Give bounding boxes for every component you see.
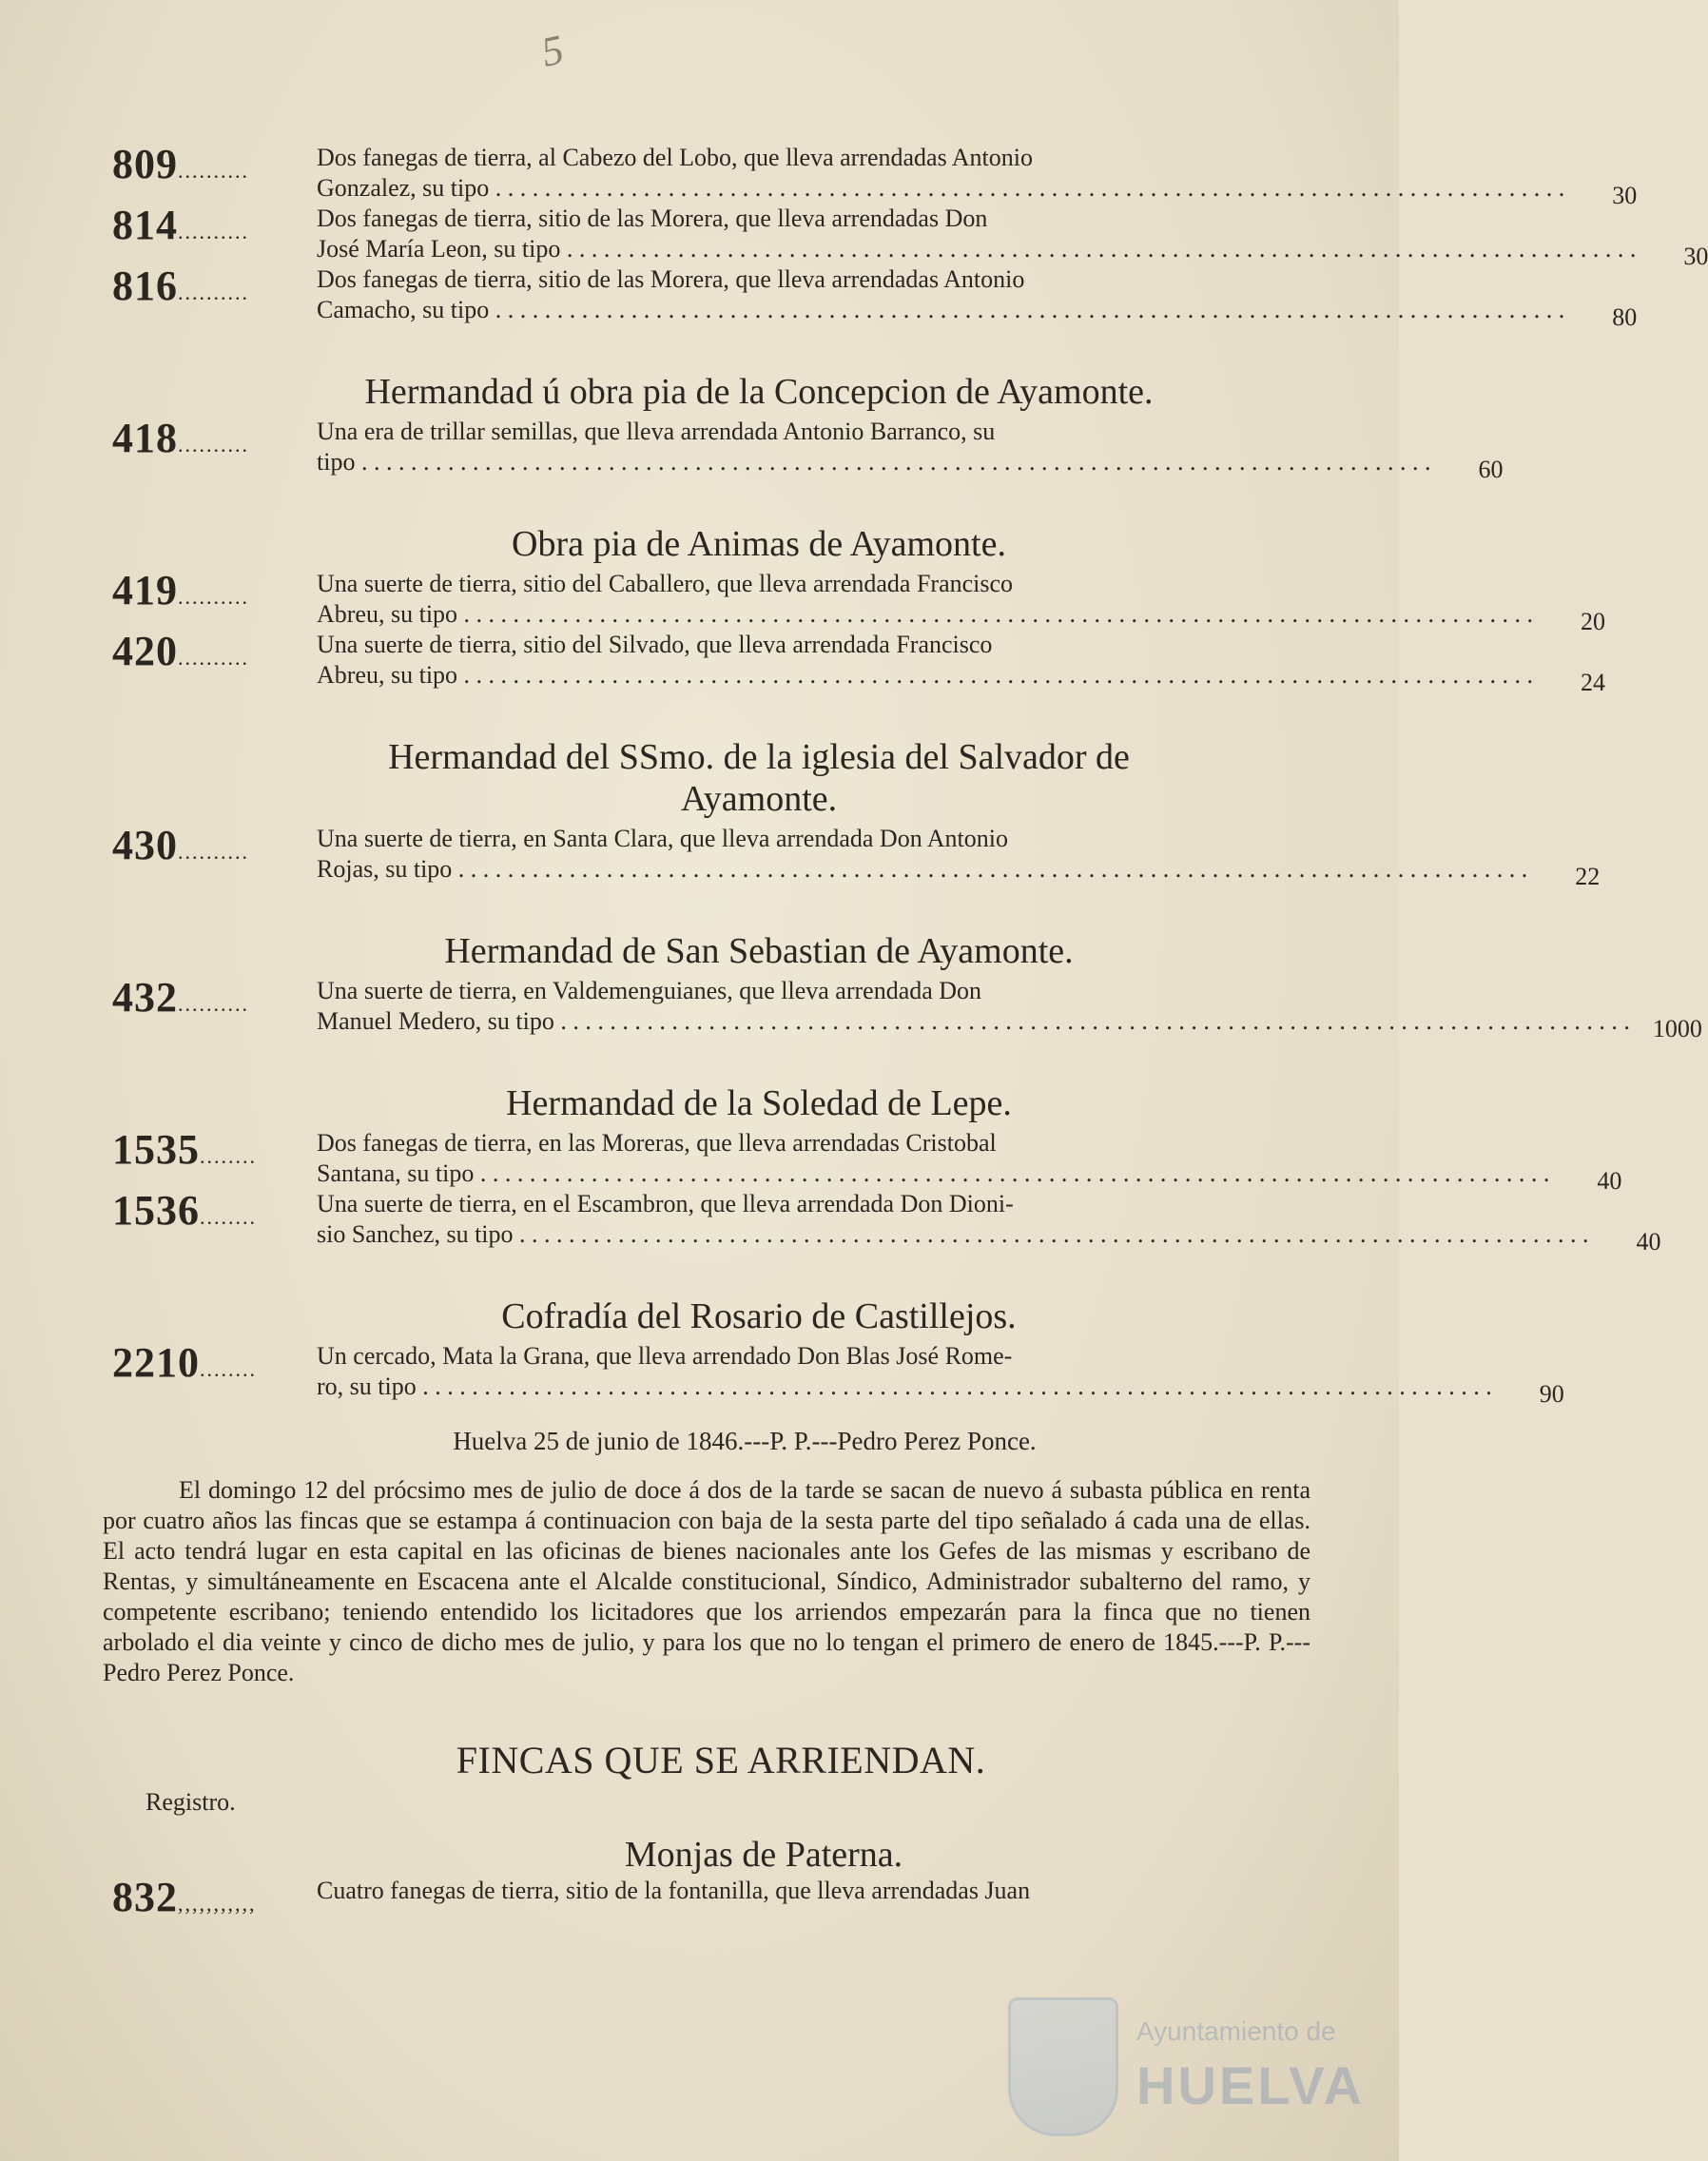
shield-icon: [1008, 1997, 1118, 2136]
entry-lead: tipo . . .: [317, 447, 1430, 477]
entry-number: 420: [112, 628, 178, 674]
document-content: [103, 141, 1708, 1926]
entry-price: 1000: [1652, 1015, 1702, 1042]
section-heading: Obra pia de Animas de Ayamonte.: [512, 524, 1006, 564]
watermark-small-text: Ayuntamiento de: [1136, 2016, 1336, 2046]
entry-price: 24: [1581, 669, 1606, 696]
list-item: 418.......... Una era de trillar semillas, que lleva arrendada Antonio Barranco, su tipo . . . 60: [112, 417, 1301, 477]
entry-number: 430: [112, 822, 178, 868]
list-item: 816.......... Dos fanegas de tierra, sitio de las Morera, que lleva arrendadas Antonio Camacho, su tipo . . . 80: [112, 264, 1301, 325]
list-item: 814.......... Dos fanegas de tierra, sitio de las Morera, que lleva arrendadas Don José María Leon, su tipo . . . 30: [112, 204, 1301, 264]
entry-price: 22: [1575, 863, 1601, 890]
entry-price: 30: [1612, 182, 1638, 209]
entry-number: 419: [112, 567, 178, 613]
entry-lead: Santana, su tipo . . .: [317, 1158, 1549, 1189]
entry-lead: Manuel Medero, su tipo . . .: [317, 1006, 1630, 1037]
entry-description: Una suerte de tierra, sitio del Silvado, que lleva arrendada Francisco: [317, 631, 993, 658]
entry-description: Un cercado, Mata la Grana, que lleva arrendado Don Blas José Rome-: [317, 1342, 1013, 1370]
entry-number: 2210: [112, 1339, 200, 1386]
list-item: 1535........ Dos fanegas de tierra, en las Moreras, que lleva arrendadas Cristobal Santana, su tipo . . . 40: [112, 1128, 1301, 1189]
list-item: 419.......... Una suerte de tierra, sitio del Caballero, que lleva arrendada Francisco Abreu, su tipo . . . 20: [112, 569, 1301, 630]
entry-price: 30: [1683, 243, 1708, 270]
entry-price: 90: [1539, 1380, 1564, 1408]
entry-description: Una suerte de tierra, sitio del Caballero, que lleva arrendada Francisco: [317, 570, 1014, 597]
entry-number: 809: [112, 141, 178, 187]
entry-price: 20: [1581, 608, 1606, 635]
list-item: 1536........ Una suerte de tierra, en el Escambron, que lleva arrendada Don Dioni- sio Sanchez, su tipo . . . 40: [112, 1189, 1301, 1250]
page-number: 5: [537, 26, 568, 76]
entry-lead: Gonzalez, su tipo . . .: [317, 173, 1564, 204]
list-item: 832,,,,,,,,,,, Cuatro fanegas de tierra, sitio de la fontanilla, que lleva arrendadas Juan: [112, 1876, 1301, 1926]
watermark-logo: [1008, 1997, 1365, 2131]
signature-line: Huelva 25 de junio de 1846.---P. P.---Pedro Perez Ponce.: [453, 1427, 1037, 1455]
entry-price: 60: [1478, 456, 1504, 483]
list-item: 420.......... Una suerte de tierra, sitio del Silvado, que lleva arrendada Francisco Abreu, su tipo . . . 24: [112, 630, 1301, 691]
section-heading: Monjas de Paterna.: [624, 1835, 903, 1875]
entry-description: Una suerte de tierra, en Santa Clara, que lleva arrendada Don Antonio: [317, 825, 1008, 852]
entry-lead: José María Leon, su tipo . . .: [317, 234, 1636, 264]
entry-price: 40: [1636, 1228, 1661, 1256]
watermark-big-text: HUELVA: [1136, 2055, 1365, 2115]
entry-lead: Camacho, su tipo . . .: [317, 295, 1564, 325]
entries-top: [112, 141, 1708, 331]
section-heading: Hermandad del SSmo. de la iglesia del Salvador de Ayamonte.: [388, 737, 1130, 819]
entry-description: Cuatro fanegas de tierra, sitio de la fontanilla, que lleva arrendadas Juan: [317, 1877, 1031, 1904]
entry-description: Dos fanegas de tierra, sitio de las Morera, que lleva arrendadas Don: [317, 204, 988, 232]
section-heading: Hermandad ú obra pia de la Concepcion de Ayamonte.: [364, 372, 1154, 412]
entry-price: 40: [1597, 1167, 1622, 1195]
notice-paragraph: El domingo 12 del prócsimo mes de julio de doce á dos de la tarde se sacan de nuevo á subasta pública en renta por cuatro años las fincas que se estampa á continuacion con baja de la sesta parte del tipo señalado á cada una de ellas. El acto tendrá lugar en esta capital en las oficinas de bienes nacionales ante los Gefes de las mismas y escribano de Rentas, y simultáneamente en Escacena ante el Alcalde constitucional, Síndico, Administrador subalterno del ramo, y competente escribano; teniendo entendido los licitadores que los arriendos empezarán para la finca que no tienen arbolado el dia veinte y cinco de dicho mes de julio, y para los que no lo tengan el primero de enero de 1845.---P. P.---Pedro Perez Ponce.: [103, 1476, 1310, 1686]
section-heading: Hermandad de la Soledad de Lepe.: [506, 1083, 1012, 1123]
entry-description: Dos fanegas de tierra, sitio de las Morera, que lleva arrendadas Antonio: [317, 265, 1025, 293]
entry-lead: Abreu, su tipo . . .: [317, 599, 1533, 630]
section-title: FINCAS QUE SE ARRIENDAN.: [456, 1739, 986, 1781]
entry-description: Una era de trillar semillas, que lleva arrendada Antonio Barranco, su: [317, 418, 996, 445]
entry-number: 432: [112, 974, 178, 1021]
registro-label: Registro.: [146, 1788, 236, 1816]
section-heading: Cofradía del Rosario de Castillejos.: [501, 1296, 1017, 1336]
entry-number: 832: [112, 1874, 178, 1920]
entry-number: 1536: [112, 1187, 200, 1234]
entry-description: Dos fanegas de tierra, en las Moreras, que lleva arrendadas Cristobal: [317, 1129, 997, 1157]
list-item: 430.......... Una suerte de tierra, en Santa Clara, que lleva arrendada Don Antonio Rojas, su tipo . . . 22: [112, 824, 1301, 885]
entry-price: 80: [1612, 303, 1638, 331]
entry-lead: sio Sanchez, su tipo . . .: [317, 1219, 1589, 1250]
list-item: 2210........ Un cercado, Mata la Grana, que lleva arrendado Don Blas José Rome- ro, su tipo . . . 90: [112, 1341, 1301, 1402]
list-item: 809.......... Dos fanegas de tierra, al Cabezo del Lobo, que lleva arrendadas Antonio Gonzalez, su tipo . . . 30: [112, 143, 1301, 204]
section-heading: Hermandad de San Sebastian de Ayamonte.: [444, 931, 1074, 971]
entry-lead: Rojas, su tipo . . .: [317, 854, 1527, 885]
entry-lead: ro, su tipo . . .: [317, 1372, 1492, 1402]
entry-number: 816: [112, 263, 178, 309]
entry-lead: Abreu, su tipo . . .: [317, 660, 1533, 691]
entry-description: Una suerte de tierra, en Valdemenguianes, que lleva arrendada Don: [317, 977, 982, 1004]
entry-number: 814: [112, 202, 178, 248]
entry-number: 1535: [112, 1126, 200, 1173]
entry-number: 418: [112, 415, 178, 461]
entry-description: Dos fanegas de tierra, al Cabezo del Lobo, que lleva arrendadas Antonio: [317, 144, 1033, 171]
list-item: 432.......... Una suerte de tierra, en Valdemenguianes, que lleva arrendada Don Manuel Medero, su tipo . . . 1000: [112, 976, 1301, 1037]
entry-description: Una suerte de tierra, en el Escambron, que lleva arrendada Don Dioni-: [317, 1190, 1014, 1217]
